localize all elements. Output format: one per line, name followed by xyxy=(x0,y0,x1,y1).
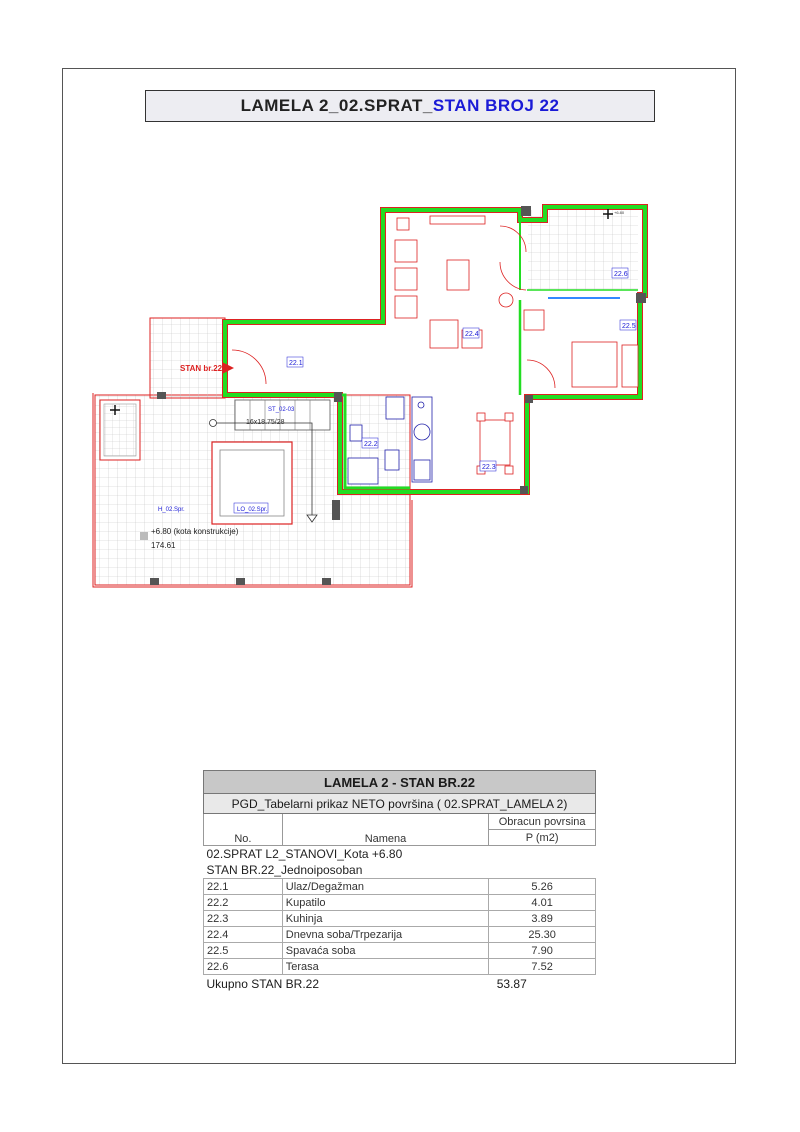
row-name: Kupatilo xyxy=(282,895,488,911)
row-name: Spavaća soba xyxy=(282,943,488,959)
table-row xyxy=(204,879,596,895)
group-apartment: STAN BR.22_Jednoiposoban xyxy=(206,863,363,877)
table-row xyxy=(204,943,596,959)
room-221-label: 22.1 xyxy=(289,360,303,367)
total-label: Ukupno STAN BR.22 xyxy=(206,977,319,991)
row-no: 22.4 xyxy=(204,927,283,943)
row-area: 7.52 xyxy=(489,959,596,975)
row-area: 3.89 xyxy=(489,911,596,927)
lo-code-label: LO_02.Spr. xyxy=(237,507,268,513)
row-no: 22.6 xyxy=(204,959,283,975)
row-no: 22.3 xyxy=(204,911,283,927)
row-no: 22.5 xyxy=(204,943,283,959)
row-name: Ulaz/Degažman xyxy=(282,879,488,895)
column-no: No. xyxy=(204,814,283,846)
row-area: 4.01 xyxy=(489,895,596,911)
table-subheader: PGD_Tabelarni prikaz NETO površina ( 02.SPRAT_LAMELA 2) xyxy=(204,794,596,814)
table-row xyxy=(204,927,596,943)
room-222-label: 22.2 xyxy=(364,441,378,448)
row-name: Kuhinja xyxy=(282,911,488,927)
room-226-label: 22.6 xyxy=(614,271,628,278)
row-area: 5.26 xyxy=(489,879,596,895)
row-area: 25.30 xyxy=(489,927,596,943)
stair-code-label: ST_02-03 xyxy=(268,407,295,413)
level-marker-label: +6.80 xyxy=(614,210,625,215)
elevation-label: 174.61 xyxy=(151,541,176,550)
column-area-unit: P (m2) xyxy=(489,830,596,846)
kota-label: +6.80 (kota konstrukcije) xyxy=(151,527,239,536)
table-header: LAMELA 2 - STAN BR.22 xyxy=(204,771,596,794)
area-table xyxy=(203,770,596,993)
room-224-label: 22.4 xyxy=(465,331,479,338)
stair-dim-label: 16x18.75/28 xyxy=(246,419,285,426)
total-value: 53.87 xyxy=(496,977,527,991)
group-floor: 02.SPRAT L2_STANOVI_Kota +6.80 xyxy=(206,847,403,861)
row-no: 22.2 xyxy=(204,895,283,911)
title-part-2: STAN BROJ 22 xyxy=(432,96,560,115)
row-name: Terasa xyxy=(282,959,488,975)
common-area xyxy=(93,318,412,587)
row-no: 22.1 xyxy=(204,879,283,895)
room-225-label: 22.5 xyxy=(622,323,636,330)
room-223-label: 22.3 xyxy=(482,464,496,471)
table-row xyxy=(204,911,596,927)
table-row xyxy=(204,959,596,975)
stan-label: STAN br.22 xyxy=(180,364,223,373)
row-name: Dnevna soba/Trpezarija xyxy=(282,927,488,943)
row-area: 7.90 xyxy=(489,943,596,959)
column-name: Namena xyxy=(282,814,488,846)
h-code-label: H_02.Spr. xyxy=(158,507,185,513)
title-part-1: LAMELA 2_02.SPRAT_ xyxy=(240,96,433,115)
column-area-title: Obracun povrsina xyxy=(489,814,596,830)
table-row xyxy=(204,895,596,911)
